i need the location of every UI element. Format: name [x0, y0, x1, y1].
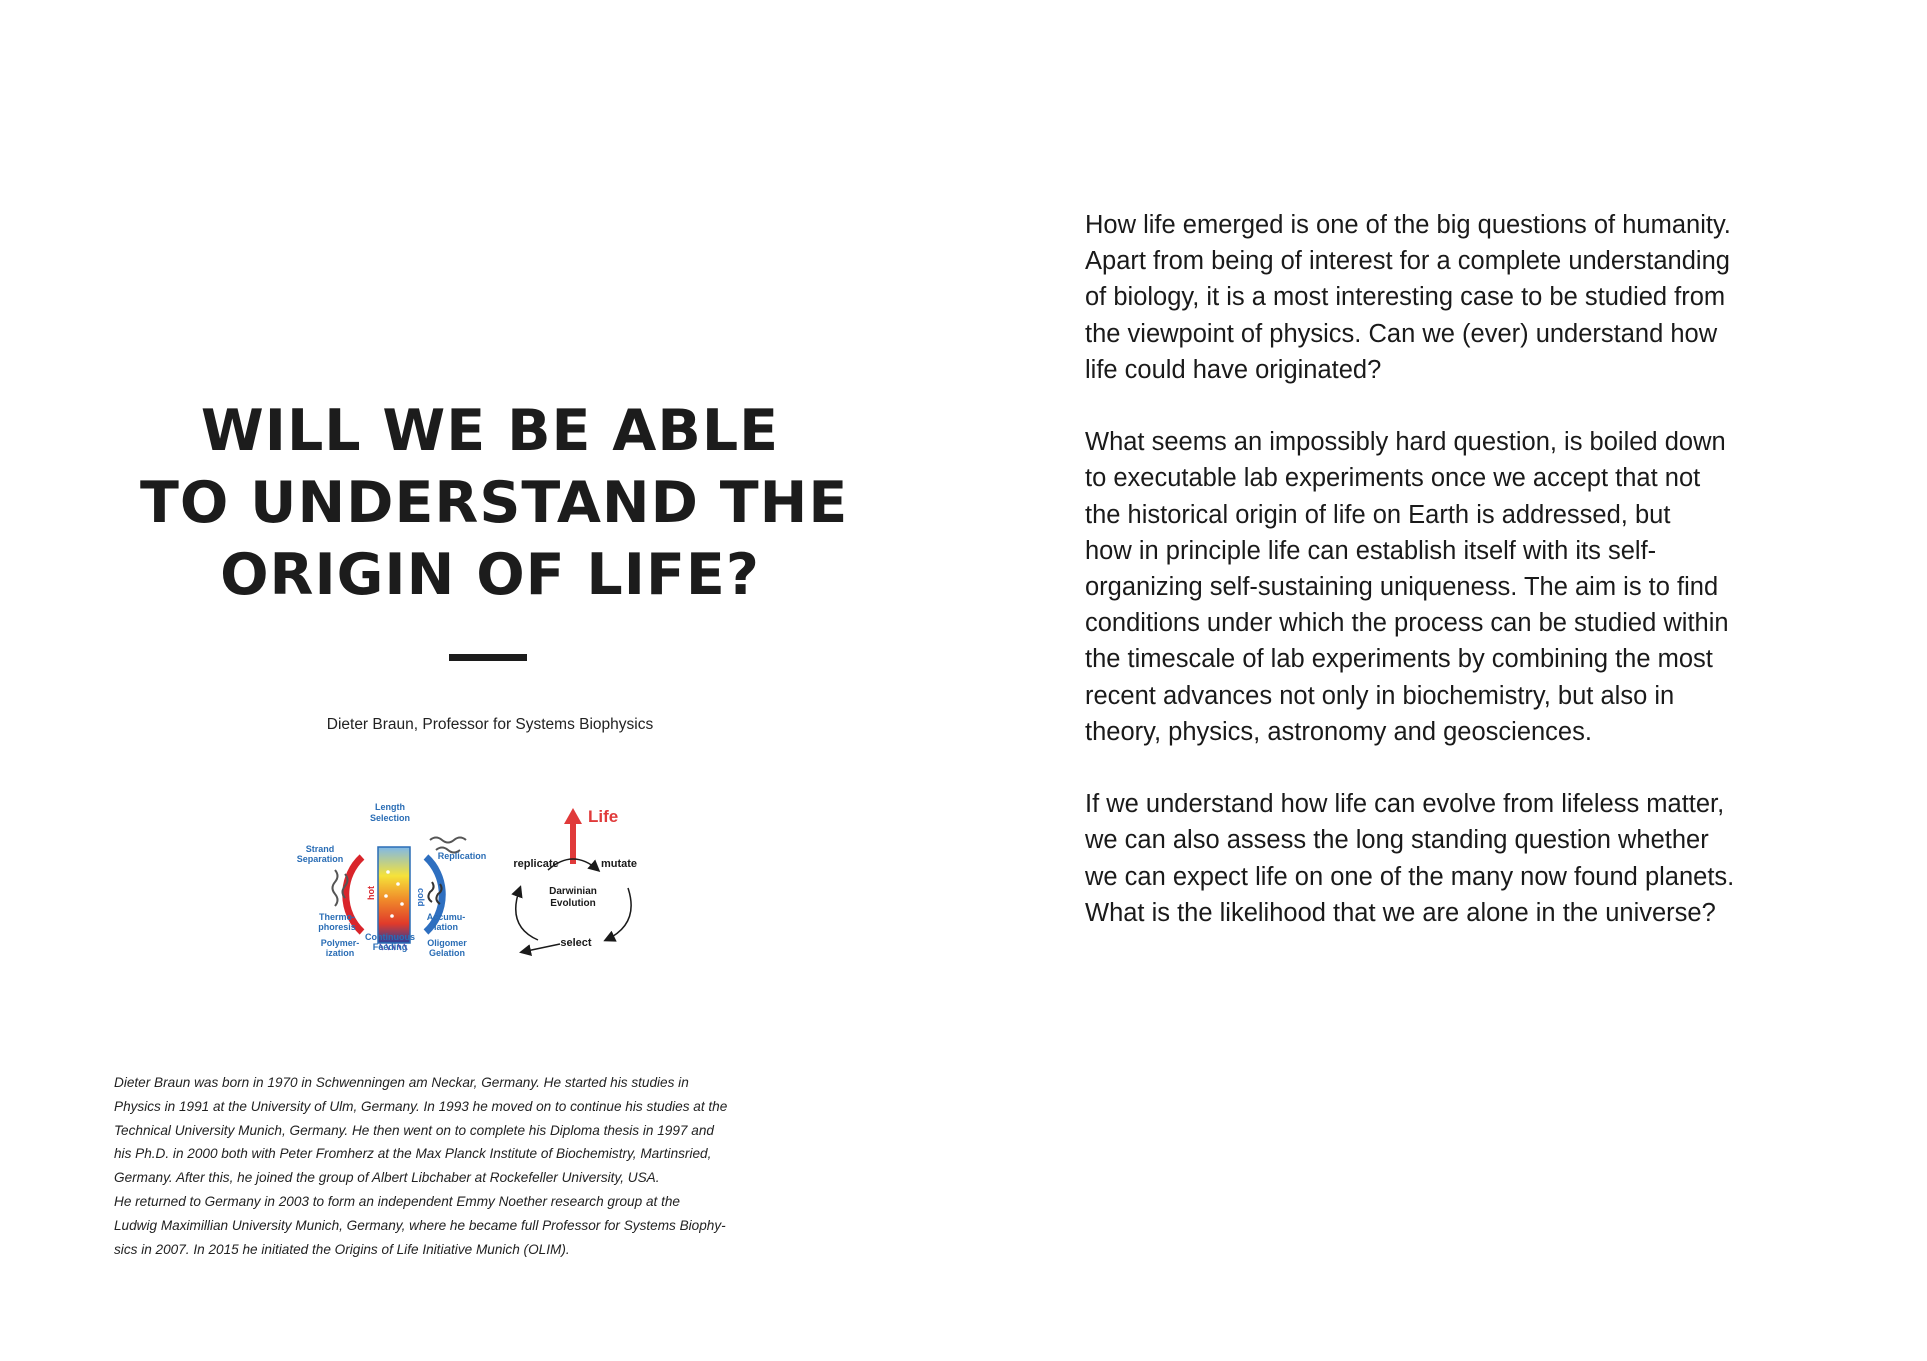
text-line: we can expect life on one of the many now found planets. — [1085, 862, 1735, 891]
thermophoresis-label-2: phoresis — [318, 922, 356, 932]
strand-separation-label-2: Separation — [296, 854, 344, 864]
length-selection-label-2: Selection — [369, 813, 411, 823]
text-line: the viewpoint of physics. Can we (ever) understand how — [1085, 319, 1718, 348]
text-line: the timescale of lab experiments by combining the most — [1085, 645, 1713, 674]
intro-paragraph-2 — [1085, 424, 1845, 750]
intro-text — [1085, 207, 1845, 931]
oligomer-gelation-label-1: Oligomer — [427, 938, 467, 948]
thermophoresis-label-1: Thermo- — [319, 912, 355, 922]
bio-line: He returned to Germany in 2003 to form an independent Emmy Noether research group at the — [114, 1193, 680, 1209]
intro-paragraph-1 — [1085, 207, 1845, 388]
author-byline: Dieter Braun, Professor for Systems Biophysics — [326, 716, 654, 733]
origin-of-life-figure — [290, 792, 650, 962]
continuous-feeding-label-1: Continuous — [365, 932, 415, 942]
length-selection-label-1: Length — [375, 802, 405, 812]
text-line: to executable lab experiments once we accept that not — [1085, 464, 1701, 493]
darwinian-cycle — [513, 807, 637, 952]
text-line: How life emerged is one of the big questions of humanity. — [1085, 211, 1731, 239]
intro-paragraph-3 — [1085, 786, 1845, 931]
text-line: What seems an impossibly hard question, is boiled down — [1085, 428, 1726, 457]
life-arrow-head — [564, 808, 582, 824]
text-line: What is the likelihood that we are alone in the universe? — [1085, 898, 1716, 927]
text-line: organizing self-sustaining uniqueness. The aim is to find — [1085, 573, 1719, 602]
continuous-feeding-label-2: Feeding — [372, 942, 408, 952]
page-title — [140, 395, 849, 611]
bio-line: Ludwig Maximillian University Munich, Germany, where he became full Professor for Systems Biophy- — [114, 1217, 726, 1233]
text-line: we can also assess the long standing question whether — [1085, 826, 1709, 855]
hot-label: hot — [366, 886, 376, 900]
life-label: Life — [588, 807, 619, 826]
text-line: conditions under which the process can be studied within — [1085, 609, 1729, 638]
bio-line: Dieter Braun was born in 1970 in Schwenningen am Neckar, Germany. He started his studies in — [114, 1075, 689, 1090]
cold-label: cold — [416, 888, 426, 907]
bio-line: sics in 2007. In 2015 he initiated the Origins of Life Initiative Munich (OLIM). — [114, 1241, 570, 1257]
author-bio — [114, 1071, 854, 1261]
polymerization-label-2: ization — [325, 948, 355, 958]
text-line: of biology, it is a most interesting case to be studied from — [1085, 283, 1726, 312]
accumulation-label-2: lation — [434, 922, 458, 932]
text-line: how in principle life can establish itself with its self- — [1085, 536, 1657, 565]
bio-line: Technical University Munich, Germany. He then went on to complete his Diploma thesis in 1997 and — [114, 1122, 714, 1138]
title-line-3: ORIGIN OF LIFE? — [220, 542, 760, 608]
darwinian-label: Darwinian — [549, 886, 597, 897]
mutate-label: mutate — [600, 858, 638, 870]
accumulation-label-1: Accumu- — [426, 912, 466, 922]
text-line: If we understand how life can evolve from lifeless matter, — [1085, 790, 1725, 819]
reactor-diagram — [297, 802, 487, 958]
strand-separation-label-1: Strand — [305, 844, 335, 854]
bio-line: Germany. After this, he joined the group of Albert Libchaber at Rockefeller University, USA. — [114, 1170, 660, 1186]
replication-label: Replication — [437, 851, 487, 861]
bio-line: Physics in 1991 at the University of Ulm, Germany. In 1993 he moved on to continue his studies at the — [114, 1098, 728, 1114]
figure-illustration — [290, 792, 650, 962]
text-line: life could have originated? — [1085, 355, 1382, 384]
text-line: the historical origin of life on Earth is addressed, but — [1085, 500, 1671, 529]
polymerization-label-1: Polymer- — [320, 938, 360, 948]
select-label: select — [560, 937, 592, 949]
replicate-label: replicate — [513, 858, 559, 870]
bio-line: his Ph.D. in 2000 both with Peter Fromherz at the Max Planck Institute of Biochemistry, Martinsried, — [114, 1146, 712, 1162]
title-line-2: TO UNDERSTAND THE — [140, 470, 849, 536]
text-line: theory, physics, astronomy and geosciences. — [1085, 717, 1592, 746]
title-divider — [449, 654, 527, 661]
evolution-label: Evolution — [550, 898, 596, 909]
oligomer-gelation-label-2: Gelation — [428, 948, 466, 958]
text-line: recent advances not only in biochemistry, but also in — [1085, 681, 1675, 710]
text-line: Apart from being of interest for a complete understanding — [1085, 247, 1730, 276]
reactor-tube — [378, 847, 410, 943]
title-line-1: WILL WE BE ABLE — [200, 398, 780, 464]
